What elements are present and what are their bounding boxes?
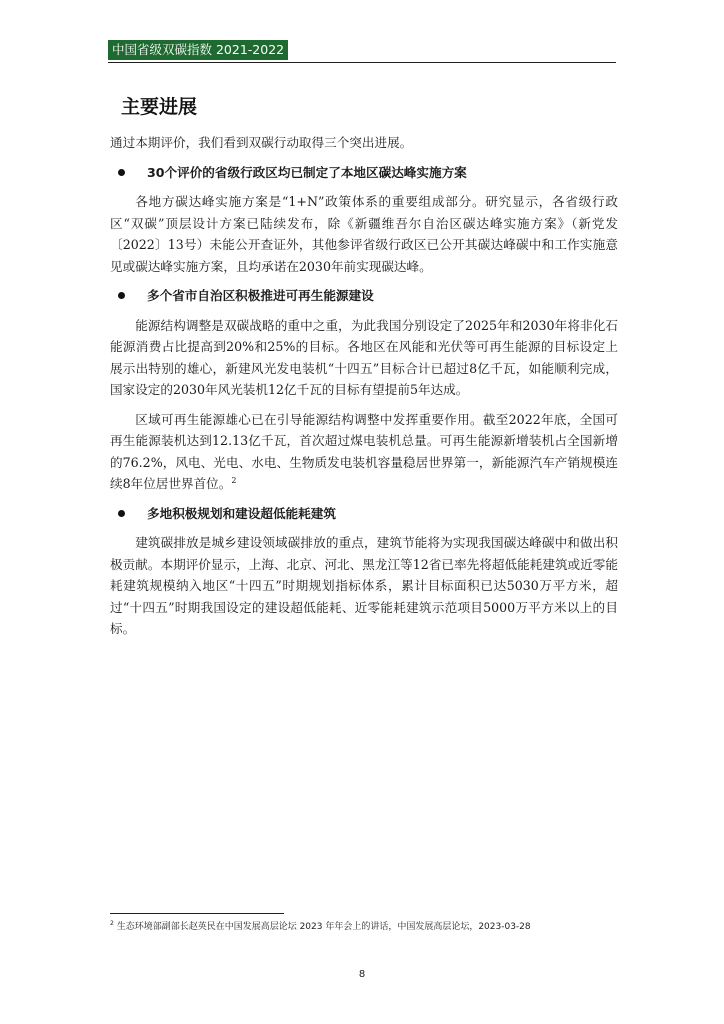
body-paragraph: 建筑碳排放是城乡建设领域碳排放的重点，建筑节能将为实现我国碳达峰碳中和做出积极贡献。本期评价显示，上海、北京、河北、黑龙江等12省已率先将超低能耗建筑或近零能耗建筑规模纳入地区“十四五”时期规划指标体系，累计目标面积已达5030万平方米，超过“十四五”时期我国设定的建设超低能耗、近零能耗建筑示范项目5000万平方米以上的目标。 <box>110 535 618 636</box>
body-paragraph <box>110 409 618 495</box>
section-title: 主要进展 <box>121 96 198 118</box>
report-header-tag: 中国省级双碳指数 2021-2022 <box>108 40 288 60</box>
footnote-reference[interactable]: 2 <box>231 475 237 485</box>
footnote-text: 生态环境部副部长赵英民在中国发展高层论坛 2023 年年会上的讲话，中国发展高层论坛，2023-03-28 <box>116 922 531 932</box>
bullet-dot-icon <box>118 510 125 517</box>
page-number: 8 <box>358 969 366 980</box>
bullet-dot-icon <box>118 292 125 299</box>
bullet-heading-text: 多地积极规划和建设超低能耗建筑 <box>147 505 336 521</box>
bullet-heading-text: 多个省市自治区积极推进可再生能源建设 <box>147 288 374 303</box>
body-paragraph: 各地方碳达峰实施方案是“1+N”政策体系的重要组成部分。研究显示，各省级行政区“双碳”顶层设计方案已陆续发布，除《新疆维吾尔自治区碳达峰实施方案》（新党发〔2022〕13号）未能公开查证外，其他参评省级行政区已公开其碳达峰碳中和工作实施意见或碳达峰实施方案，且均承诺在2030年前实现碳达峰。 <box>110 194 618 274</box>
bullet-dot-icon <box>118 169 125 176</box>
main-content <box>110 132 618 648</box>
body-paragraph: 能源结构调整是双碳战略的重中之重，为此我国分别设定了2025年和2030年将非化石能源消费占比提高到20%和25%的目标。各地区在风能和光伏等可再生能源的目标设定上展示出特别的雄心，新建风光发电装机“十四五”目标合计已超过8亿千瓦，如能顺利完成，国家设定的2030年风光装机12亿千瓦的目标有望提前5年达成。 <box>110 317 618 397</box>
bullet-heading <box>110 503 618 525</box>
header-divider <box>108 62 616 63</box>
footnote-divider <box>110 913 284 914</box>
footnote <box>110 921 620 933</box>
bullet-heading-text: 30个评价的省级行政区均已制定了本地区碳达峰实施方案 <box>147 164 467 180</box>
body-paragraph-text: 区域可再生能源雄心已在引导能源结构调整中发挥重要作用。截至2022年底，全国可再生能源装机达到12.13亿千瓦，首次超过煤电装机总量。可再生能源新增装机占全国新增的76.2%，风电、光电、水电、生物质发电装机容量稳居世界第一，新能源汽车产销规模连续8年位居世界首位。 <box>110 411 618 491</box>
bullet-heading <box>110 285 618 307</box>
intro-paragraph: 通过本期评价，我们看到双碳行动取得三个突出进展。 <box>110 135 413 150</box>
footnote-mark: 2 <box>110 920 114 927</box>
bullet-heading <box>110 162 618 184</box>
